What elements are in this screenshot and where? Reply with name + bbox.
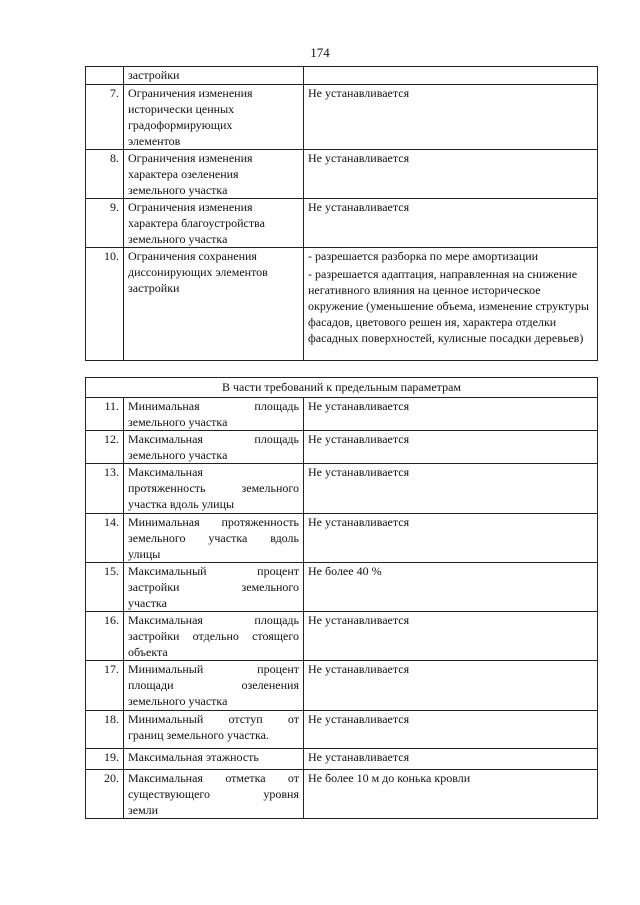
name-line: Минимальная протяженность [128, 515, 299, 529]
row-name [124, 199, 304, 248]
table-row [86, 431, 598, 464]
name-line: Максимальная площадь [128, 432, 299, 446]
name-line: площади озеленения [128, 678, 299, 692]
row-value: Не устанавливается [304, 464, 598, 514]
row-name [124, 514, 304, 563]
row-value [304, 67, 598, 85]
table-row [86, 770, 598, 819]
name-line: Ограничения сохранения [128, 249, 257, 263]
name-line: Максимальный процент [128, 564, 299, 578]
name-line: земельного участка [128, 694, 228, 708]
row-value: Не устанавливается [304, 749, 598, 770]
table-row [86, 563, 598, 612]
name-line: характера благоустройства [128, 216, 265, 230]
row-value: Не устанавливается [304, 612, 598, 661]
name-line: диссонирующих элементов [128, 265, 268, 279]
name-line: Максимальная [128, 465, 203, 479]
row-name [124, 464, 304, 514]
row-name [124, 612, 304, 661]
name-line: Минимальный процент [128, 662, 299, 676]
restrictions-table [85, 66, 598, 361]
row-name [124, 770, 304, 819]
name-line: Минимальная площадь [128, 399, 299, 413]
name-line: земли [128, 803, 159, 817]
row-value: Не более 40 % [304, 563, 598, 612]
name-line: градоформирующих [128, 118, 233, 132]
row-name [124, 661, 304, 711]
row-number [86, 67, 124, 85]
value-item: - разрешается адаптация, направленная на снижение негативного влияния на ценное историческое окружение (уменьшение объема, изменение структуры фасадов, цветового решен ия, характера отделки фасадных поверхностей, кулисные посадки деревьев) [308, 267, 589, 345]
row-number: 8. [86, 150, 124, 199]
name-line: застройки земельного [128, 580, 299, 594]
name-line: Ограничения изменения [128, 86, 253, 100]
name-line: протяженность земельного [128, 481, 299, 495]
table-row [86, 67, 598, 85]
table-row [86, 711, 598, 749]
row-number: 18. [86, 711, 124, 749]
name-line: существующего уровня [128, 787, 299, 801]
row-value: Не устанавливается [304, 398, 598, 431]
row-value: Не устанавливается [304, 661, 598, 711]
table-row [86, 612, 598, 661]
row-number: 19. [86, 749, 124, 770]
table-row [86, 749, 598, 770]
row-number: 17. [86, 661, 124, 711]
name-line: застройки отдельно стоящего [128, 629, 299, 643]
row-name [124, 398, 304, 431]
name-line: участка [128, 596, 167, 610]
table-row [86, 514, 598, 563]
table-row [86, 398, 598, 431]
row-number: 11. [86, 398, 124, 431]
name-line: характера озеленения [128, 167, 239, 181]
name-line: земельного участка [128, 448, 228, 462]
row-number: 7. [86, 85, 124, 150]
row-name [124, 711, 304, 749]
name-line: Максимальная отметка от [128, 771, 299, 785]
table-row [86, 199, 598, 248]
table-row [86, 464, 598, 514]
table-row [86, 661, 598, 711]
row-name [124, 431, 304, 464]
table-row [86, 248, 598, 361]
section-header-row [86, 378, 598, 398]
row-name [124, 563, 304, 612]
section-title: В части требований к предельным параметрам [86, 378, 598, 398]
row-name [124, 85, 304, 150]
row-value: Не устанавливается [304, 711, 598, 749]
name-line: улицы [128, 547, 161, 561]
limit-parameters-table [85, 377, 598, 819]
name-line: объекта [128, 645, 168, 659]
row-number: 13. [86, 464, 124, 514]
row-name: застройки [124, 67, 304, 85]
row-number: 12. [86, 431, 124, 464]
row-value: Не более 10 м до конька кровли [304, 770, 598, 819]
name-line: застройки [128, 281, 180, 295]
name-line: земельного участка вдоль [128, 531, 299, 545]
row-value: Не устанавливается [304, 431, 598, 464]
row-number: 16. [86, 612, 124, 661]
name-line: Максимальная площадь [128, 613, 299, 627]
name-line: земельного участка [128, 415, 228, 429]
name-line: участка вдоль улицы [128, 497, 235, 511]
row-number: 15. [86, 563, 124, 612]
table-row [86, 85, 598, 150]
page-number: 174 [310, 45, 330, 60]
name-line: Ограничения изменения [128, 200, 253, 214]
row-value: Не устанавливается [304, 85, 598, 150]
name-line: границ земельного участка. [128, 728, 269, 742]
row-value: Не устанавливается [304, 199, 598, 248]
name-line: Максимальная этажность [128, 750, 259, 764]
name-line: Ограничения изменения [128, 151, 253, 165]
name-line: земельного участка [128, 183, 228, 197]
row-value: Не устанавливается [304, 150, 598, 199]
row-name [124, 150, 304, 199]
value-item: - разрешается разборка по мере амортизации [308, 249, 539, 263]
row-number: 10. [86, 248, 124, 361]
row-number: 14. [86, 514, 124, 563]
name-line: земельного участка [128, 232, 228, 246]
row-value [304, 248, 598, 361]
row-number: 9. [86, 199, 124, 248]
row-name [124, 749, 304, 770]
row-name [124, 248, 304, 361]
row-number: 20. [86, 770, 124, 819]
name-line: Минимальный отступ от [128, 712, 299, 726]
name-line: элементов [128, 134, 181, 148]
table-row [86, 150, 598, 199]
name-line: исторически ценных [128, 102, 235, 116]
row-value: Не устанавливается [304, 514, 598, 563]
